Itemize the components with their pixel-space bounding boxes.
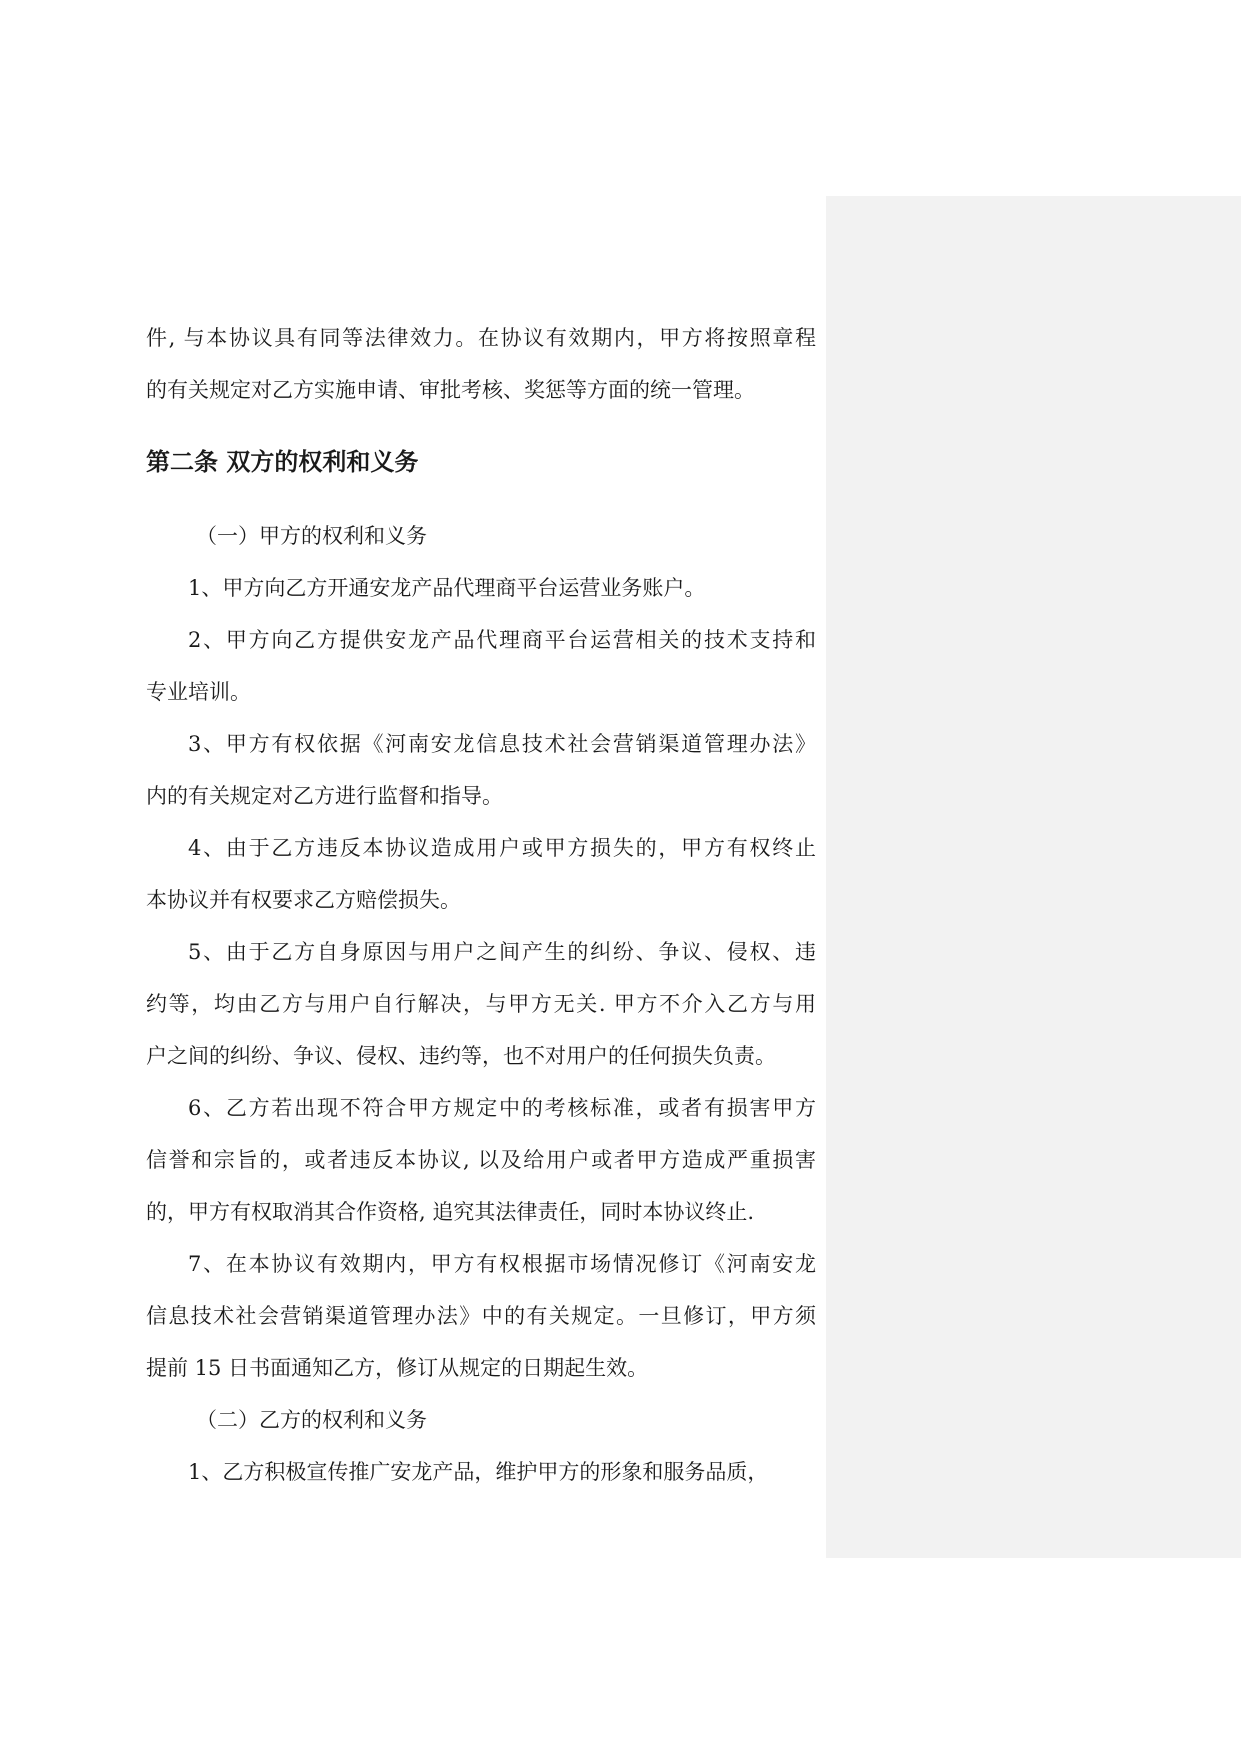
section-a-item-7-line-1: 7、在本协议有效期内，甲方有权根据市场情况修订《河南安龙 [188, 1252, 816, 1276]
section-a-item-2-line-2: 专业培训。 [146, 680, 251, 704]
section-a-item-1-line-1: 1、甲方向乙方开通安龙产品代理商平台运营业务账户。 [188, 576, 706, 600]
section-a-item-5-line-1: 5、由于乙方自身原因与用户之间产生的纠纷、争议、侵权、违 [188, 940, 816, 964]
section-a-item-6-line-3: 的，甲方有权取消其合作资格, 追究其法律责任，同时本协议终止. [146, 1200, 755, 1224]
section-a-item-7-line-3: 提前 15 日书面通知乙方，修订从规定的日期起生效。 [146, 1356, 649, 1380]
section-a-item-5-line-3: 户之间的纠纷、争议、侵权、违约等，也不对用户的任何损失负责。 [146, 1044, 776, 1068]
intro-line-2: 的有关规定对乙方实施申请、审批考核、奖惩等方面的统一管理。 [146, 378, 755, 402]
section-b-item-1-line-1: 1、乙方积极宣传推广安龙产品，维护甲方的形象和服务品质， [188, 1460, 769, 1484]
intro-line-1: 件, 与本协议具有同等法律效力。在协议有效期内，甲方将按照章程 [146, 326, 816, 350]
section-a-item-3-line-1: 3、甲方有权依据《河南安龙信息技术社会营销渠道管理办法》 [188, 732, 816, 756]
section-a-heading: （一）甲方的权利和义务 [196, 524, 427, 548]
section-a-item-2-line-1: 2、甲方向乙方提供安龙产品代理商平台运营相关的技术支持和 [188, 628, 816, 652]
section-a-item-4-line-1: 4、由于乙方违反本协议造成用户或甲方损失的，甲方有权终止 [188, 836, 816, 860]
section-a-item-7-line-2: 信息技术社会营销渠道管理办法》中的有关规定。一旦修订，甲方须 [146, 1304, 816, 1328]
section-a-item-6-line-2: 信誉和宗旨的，或者违反本协议, 以及给用户或者甲方造成严重损害 [146, 1148, 816, 1172]
section-a-item-3-line-2: 内的有关规定对乙方进行监督和指导。 [146, 784, 503, 808]
article-2-heading: 第二条 双方的权利和义务 [146, 448, 419, 476]
comment-margin-pane [826, 196, 1241, 1558]
section-a-item-4-line-2: 本协议并有权要求乙方赔偿损失。 [146, 888, 461, 912]
section-a-item-5-line-2: 约等，均由乙方与用户自行解决，与甲方无关. 甲方不介入乙方与用 [146, 992, 816, 1016]
section-b-heading: （二）乙方的权利和义务 [196, 1408, 427, 1432]
section-a-item-6-line-1: 6、乙方若出现不符合甲方规定中的考核标准，或者有损害甲方 [188, 1096, 816, 1120]
